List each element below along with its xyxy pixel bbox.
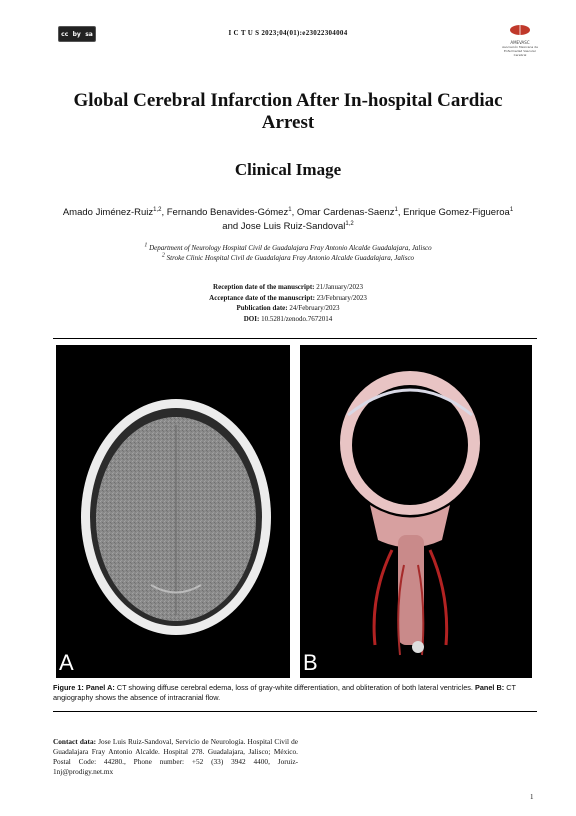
author-affiliation: 1 bbox=[288, 206, 292, 213]
article-title: Global Cerebral Infarction After In-hospital Cardiac Arrest bbox=[73, 90, 503, 133]
affiliation bbox=[58, 243, 518, 253]
article-type: Clinical Image bbox=[234, 160, 342, 179]
ct-scan-image bbox=[56, 345, 290, 678]
journal-reference: I C T U S 2023;04(01):e23022304004 bbox=[228, 29, 348, 37]
ct-angiography-image bbox=[300, 345, 532, 678]
license-badge-part: cc bbox=[61, 30, 69, 38]
caption-b-text: CT angiography shows the absence of intracranial flow. bbox=[53, 683, 516, 702]
acceptance-label: Acceptance date of the manuscript: bbox=[209, 293, 315, 302]
caption-label: Figure 1: bbox=[53, 683, 84, 692]
contact-text: Jose Luis Ruiz-Sandoval, Servicio de Neurología. Hospital Civil de Guadalajara Fray Antonio Alcalde. Hospital 278. Guadalajara, Jalisco; México. Postal Code: 44280., Phone number: +52 (33) 3942 4400, Joruiz-1nj@prodigy.net.mx bbox=[53, 737, 299, 776]
affiliation bbox=[58, 253, 518, 263]
author-name: Enrique Gomez-Figueroa bbox=[403, 207, 510, 218]
doi bbox=[0, 314, 576, 325]
publication-label: Publication date: bbox=[236, 304, 288, 312]
author-affiliation: 1,2 bbox=[345, 220, 354, 227]
affiliation-list bbox=[58, 243, 518, 263]
author-affiliation: 1 bbox=[394, 206, 398, 213]
reception-date bbox=[0, 282, 576, 293]
logo-subtitle: Asociación Mexicana de Enfermedad Vascular Cerebral bbox=[502, 45, 538, 57]
author-name: Fernando Benavides-Gómez bbox=[166, 207, 289, 218]
figure-caption bbox=[53, 683, 537, 703]
acceptance-value: 23/February/2023 bbox=[316, 293, 367, 302]
affiliation-number: 2 bbox=[161, 252, 165, 259]
journal-logo bbox=[500, 22, 540, 57]
publication-date bbox=[0, 303, 576, 314]
author-affiliation: 1 bbox=[509, 206, 514, 213]
figure-panel-a bbox=[56, 345, 290, 678]
author-affiliation: 1,2 bbox=[153, 206, 162, 213]
contact-label: Contact data: bbox=[53, 737, 97, 746]
manuscript-dates bbox=[0, 282, 576, 324]
brain-logo-icon bbox=[509, 23, 531, 35]
author-name: Jose Luis Ruiz-Sandoval bbox=[240, 221, 346, 232]
reception-label: Reception date of the manuscript: bbox=[213, 283, 315, 291]
caption-a-text: CT showing diffuse cerebral edema, loss of gray-white differentiation, and obliteration of both lateral ventricles. bbox=[116, 683, 473, 692]
affiliation-text: Stroke Clinic Hospital Civil de Guadalajara Fray Antonio Alcalde Guadalajara, Jalisco bbox=[166, 254, 415, 262]
figure-panel-b bbox=[300, 345, 532, 678]
doi-label: DOI: bbox=[243, 314, 260, 323]
publication-value: 24/February/2023 bbox=[289, 304, 340, 312]
panel-b-label: B bbox=[303, 650, 318, 675]
author-name: Amado Jiménez-Ruiz bbox=[62, 207, 154, 218]
author-list: Amado Jiménez-Ruiz$^{1,2}$, Fernando Benavides-Gómez$^1$, Omar Cardenas-Saenz$^1$, Enrique Gomez-Figueroa$^1$ and Jose Luis Ruiz-Sandoval$^{1,2}$ bbox=[62, 206, 514, 232]
and-word: and bbox=[222, 221, 239, 232]
divider bbox=[53, 711, 537, 712]
affiliation-text: Department of Neurology Hospital Civil de Guadalajara Fray Antonio Alcalde Guadalajara, Jalisco bbox=[149, 244, 432, 252]
reception-value: 21/January/2023 bbox=[316, 283, 363, 291]
caption-a-label: Panel A: bbox=[85, 683, 115, 692]
license-badge-part: sa bbox=[85, 30, 93, 38]
caption-b-label: Panel B: bbox=[474, 683, 505, 692]
logo-name: AMEVASC bbox=[510, 40, 530, 45]
license-badge-part: by bbox=[72, 30, 81, 38]
author-name: Omar Cardenas-Saenz bbox=[296, 207, 395, 218]
doi-value[interactable]: 10.5281/zenodo.7672014 bbox=[261, 314, 333, 323]
page-number: 1 bbox=[530, 793, 534, 801]
contact-data bbox=[53, 737, 298, 777]
affiliation-number: 1 bbox=[144, 242, 148, 249]
acceptance-date bbox=[0, 293, 576, 304]
divider bbox=[53, 338, 537, 339]
panel-a-label: A bbox=[59, 650, 74, 675]
